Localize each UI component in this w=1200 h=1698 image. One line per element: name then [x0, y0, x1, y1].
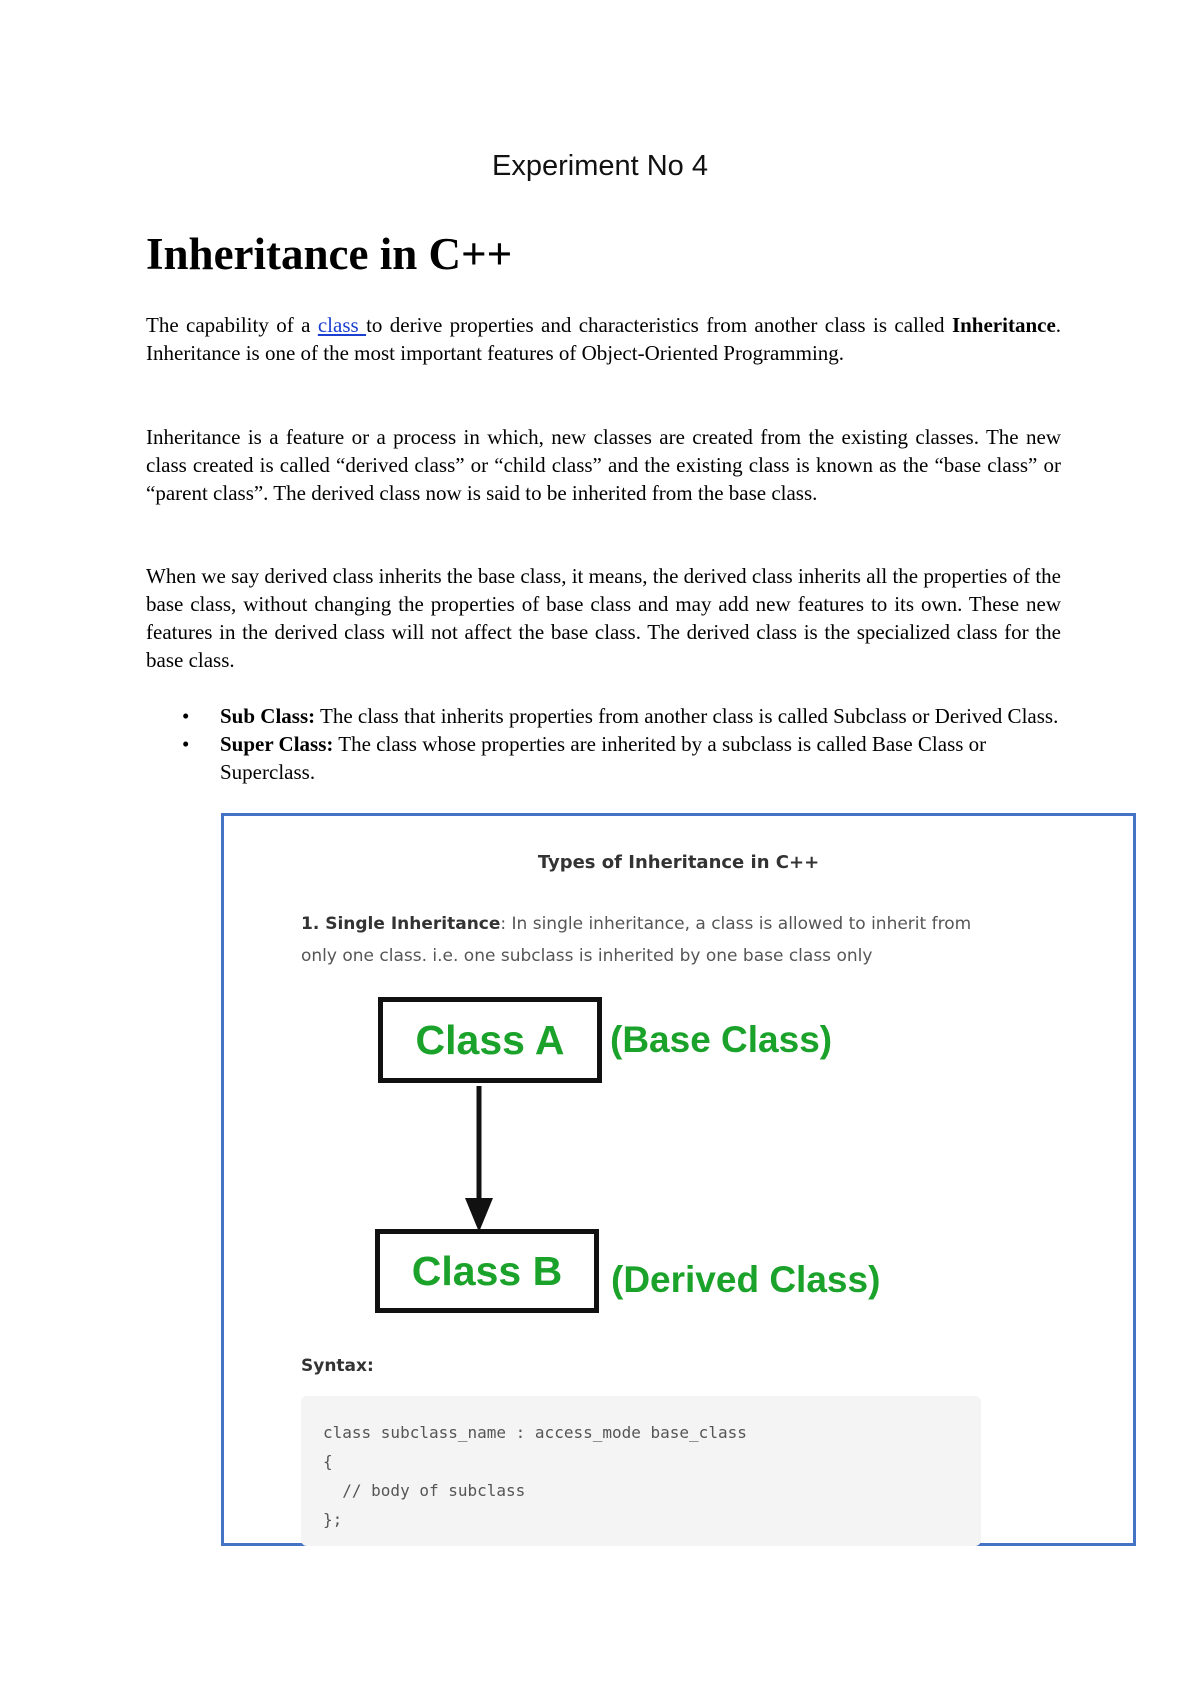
- description-text: : In single inheritance, a class is allowed to inherit from only one class. i.e. one subclass is inherited by one base class only: [301, 914, 972, 966]
- list-item: [146, 730, 1066, 786]
- intro-text-end: . Inheritance is one of the most important features of Object-Oriented Programming.: [146, 313, 1062, 365]
- bullet-text: The class whose properties are inherited by a subclass is called Base Class or Superclass.: [220, 732, 987, 784]
- experiment-title: Experiment No 4: [492, 150, 708, 182]
- class-link[interactable]: class: [317, 313, 367, 337]
- main-heading: Inheritance in C++: [146, 229, 513, 279]
- single-inheritance-figure: [221, 813, 1136, 1546]
- derived-class-paragraph: When we say derived class inherits the base class, it means, the derived class inherits all the properties of the base class, without changing the properties of base class and may add new features to its own. These new features in the derived class will not affect the base class. The derived class is the specialized class for the base class.: [146, 564, 1061, 672]
- definition-paragraph: Inheritance is a feature or a process in which, new classes are created from the existing classes. The new class created is called “derived class” or “child class” and the existing class is known as the “base class” or “parent class”. The derived class now is said to be inherited from the base class.: [146, 425, 1061, 505]
- bullet-text: The class that inherits properties from another class is called Subclass or Derived Class.: [315, 704, 1059, 728]
- intro-text-start: The capability of a: [146, 313, 318, 337]
- inheritance-term: Inheritance: [951, 313, 1056, 337]
- syntax-label: Syntax:: [301, 1356, 374, 1376]
- class-a-box: Class A: [378, 997, 602, 1083]
- figure-description: [301, 908, 1001, 972]
- code-line: };: [323, 1510, 343, 1529]
- code-line: class subclass_name : access_mode base_class: [323, 1423, 747, 1442]
- base-class-label: (Base Class): [610, 1019, 833, 1060]
- intro-text-middle: to derive properties and characteristics from another class is called: [366, 313, 952, 337]
- description-term: 1. Single Inheritance: [301, 914, 501, 934]
- bullet-term: Sub Class:: [220, 704, 316, 728]
- figure-title: Types of Inheritance in C++: [537, 852, 820, 873]
- code-line: {: [323, 1452, 333, 1471]
- derived-class-label: (Derived Class): [611, 1259, 881, 1300]
- class-b-box: Class B: [375, 1229, 599, 1313]
- list-item: [146, 702, 1066, 730]
- bullet-term: Super Class:: [220, 732, 334, 756]
- code-block: [301, 1396, 981, 1546]
- intro-paragraph: [146, 311, 1061, 367]
- class-terms-list: [146, 702, 1066, 786]
- inheritance-arrow-icon: [464, 1086, 494, 1234]
- code-line: // body of subclass: [323, 1481, 526, 1500]
